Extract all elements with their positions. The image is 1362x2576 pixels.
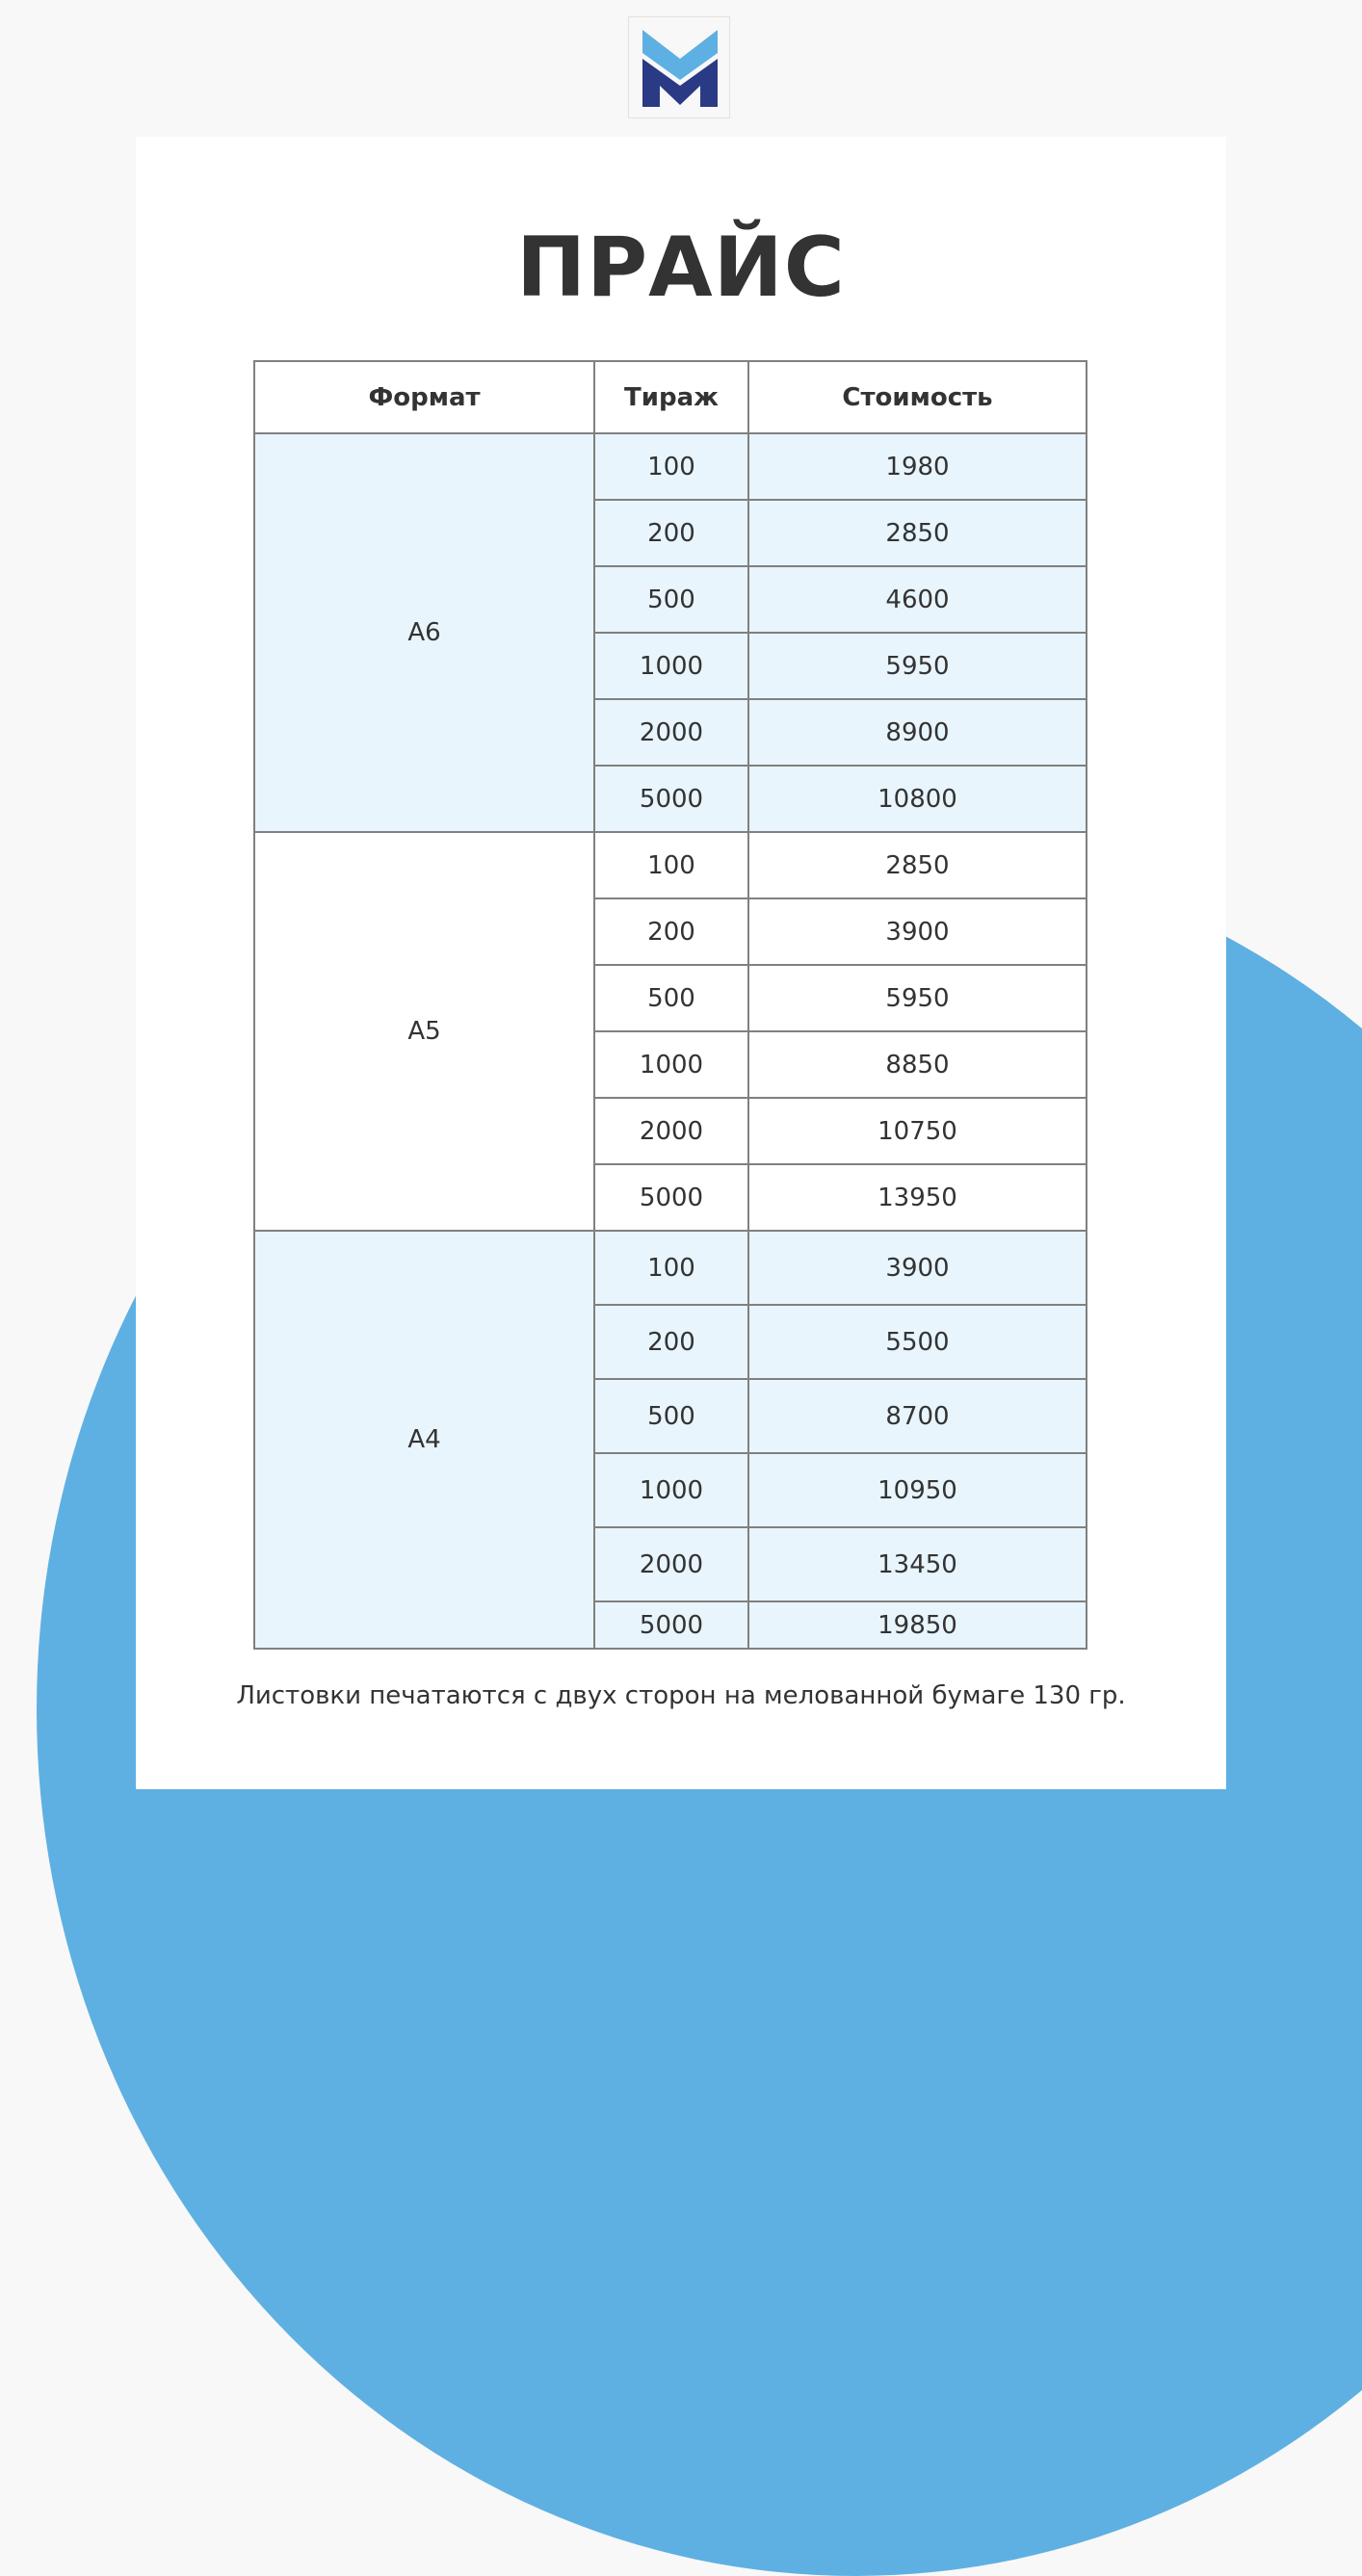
price-cell: 13450 [748, 1527, 1087, 1601]
quantity-cell: 200 [594, 1305, 748, 1379]
quantity-cell: 500 [594, 566, 748, 633]
format-cell: А4 [254, 1231, 594, 1649]
price-cell: 4600 [748, 566, 1087, 633]
quantity-cell: 1000 [594, 1453, 748, 1527]
format-cell: А5 [254, 832, 594, 1231]
quantity-cell: 5000 [594, 766, 748, 832]
quantity-cell: 2000 [594, 1098, 748, 1164]
format-cell: А6 [254, 433, 594, 832]
header-quantity: Тираж [594, 361, 748, 433]
table-row [254, 433, 1087, 500]
quantity-cell: 5000 [594, 1601, 748, 1649]
m-logo-icon [642, 30, 718, 107]
price-cell: 13950 [748, 1164, 1087, 1231]
quantity-cell: 1000 [594, 633, 748, 699]
price-cell: 8850 [748, 1031, 1087, 1098]
price-cell: 19850 [748, 1601, 1087, 1649]
header-price: Стоимость [748, 361, 1087, 433]
price-cell: 2850 [748, 832, 1087, 898]
price-cell: 1980 [748, 433, 1087, 500]
price-cell: 10800 [748, 766, 1087, 832]
quantity-cell: 1000 [594, 1031, 748, 1098]
price-cell: 2850 [748, 500, 1087, 566]
table-row [254, 1231, 1087, 1305]
price-cell: 3900 [748, 1231, 1087, 1305]
quantity-cell: 500 [594, 965, 748, 1031]
quantity-cell: 100 [594, 433, 748, 500]
price-cell: 5950 [748, 633, 1087, 699]
quantity-cell: 200 [594, 500, 748, 566]
price-cell: 10750 [748, 1098, 1087, 1164]
quantity-cell: 100 [594, 1231, 748, 1305]
table-header-row [254, 361, 1087, 433]
price-table [253, 360, 1087, 1650]
quantity-cell: 2000 [594, 699, 748, 766]
quantity-cell: 100 [594, 832, 748, 898]
page-title: ПРАЙС [516, 220, 846, 316]
table-row [254, 832, 1087, 898]
footnote: Листовки печатаются с двух сторон на мелованной бумаге 130 гр. [236, 1681, 1126, 1710]
price-cell: 8900 [748, 699, 1087, 766]
price-cell: 10950 [748, 1453, 1087, 1527]
quantity-cell: 500 [594, 1379, 748, 1453]
quantity-cell: 2000 [594, 1527, 748, 1601]
quantity-cell: 200 [594, 898, 748, 965]
price-cell: 3900 [748, 898, 1087, 965]
logo [628, 16, 730, 118]
header-format: Формат [254, 361, 594, 433]
quantity-cell: 5000 [594, 1164, 748, 1231]
price-cell: 5950 [748, 965, 1087, 1031]
price-cell: 5500 [748, 1305, 1087, 1379]
price-cell: 8700 [748, 1379, 1087, 1453]
